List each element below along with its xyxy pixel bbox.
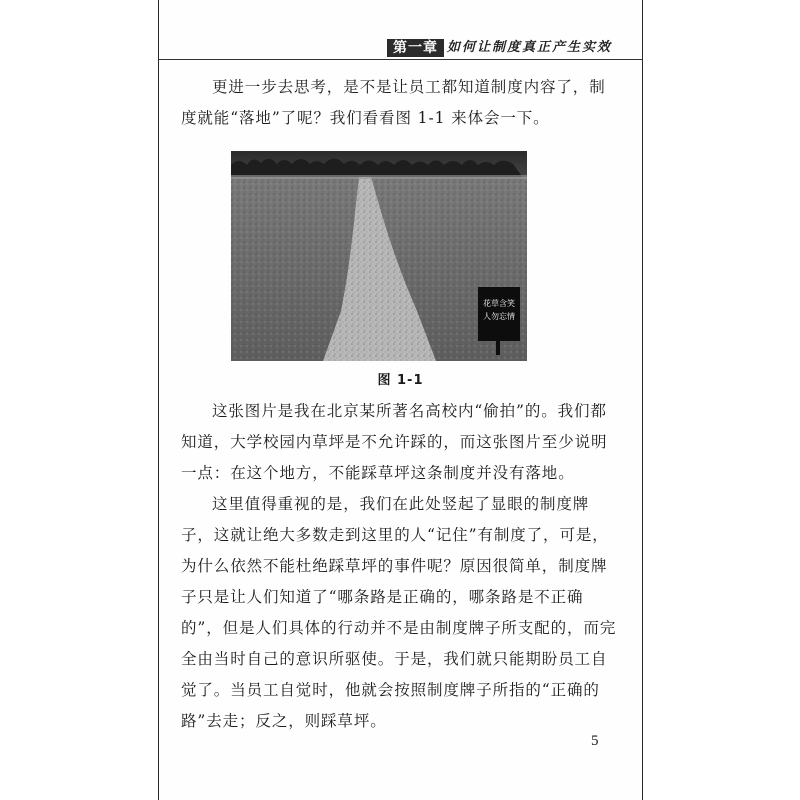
figure-caption: 图 1-1 <box>377 373 424 388</box>
sign-line-2: 人勿忘情 <box>483 312 515 321</box>
figure-lawn-photo <box>231 151 527 361</box>
chapter-title: 如何让制度真正产生实效 <box>447 40 613 55</box>
paragraph-intro: 更进一步去思考，是不是让员工都知道制度内容了，制度就能“落地”了呢？我们看看图 1-1 来体会一下。 <box>181 78 606 127</box>
lawn-photo <box>231 151 527 361</box>
paragraph-analysis: 这里值得重视的是，我们在此处竖起了显眼的制度牌子，这就让绝大多数走到这里的人“记住”有制度了，可是，为什么依然不能杜绝踩草坪的事件呢？原因很简单，制度牌子只是让人们知道了“哪条路是正确的，哪条路是不正确的”，但是人们具体的行动并不是由制度牌子所支配的，而完全由当时自己的意识所驱使。于是，我们就只能期盼员工自觉了。当员工自觉时，他就会按照制度牌子所指的“正确的路”去走；反之，则踩草坪。 <box>181 495 617 730</box>
paragraph-photo-description: 这张图片是我在北京某所著名高校内“偷拍”的。我们都知道，大学校园内草坪是不允许踩的，而这张图片至少说明一点：在这个地方，不能踩草坪这条制度并没有落地。 <box>181 402 608 482</box>
book-page <box>158 0 643 800</box>
page-number: 5 <box>591 733 599 749</box>
chapter-badge: 第一章 <box>387 39 444 57</box>
sign-line-1: 花草含笑 <box>483 299 515 308</box>
header-rule <box>159 59 642 60</box>
running-header <box>159 38 642 58</box>
